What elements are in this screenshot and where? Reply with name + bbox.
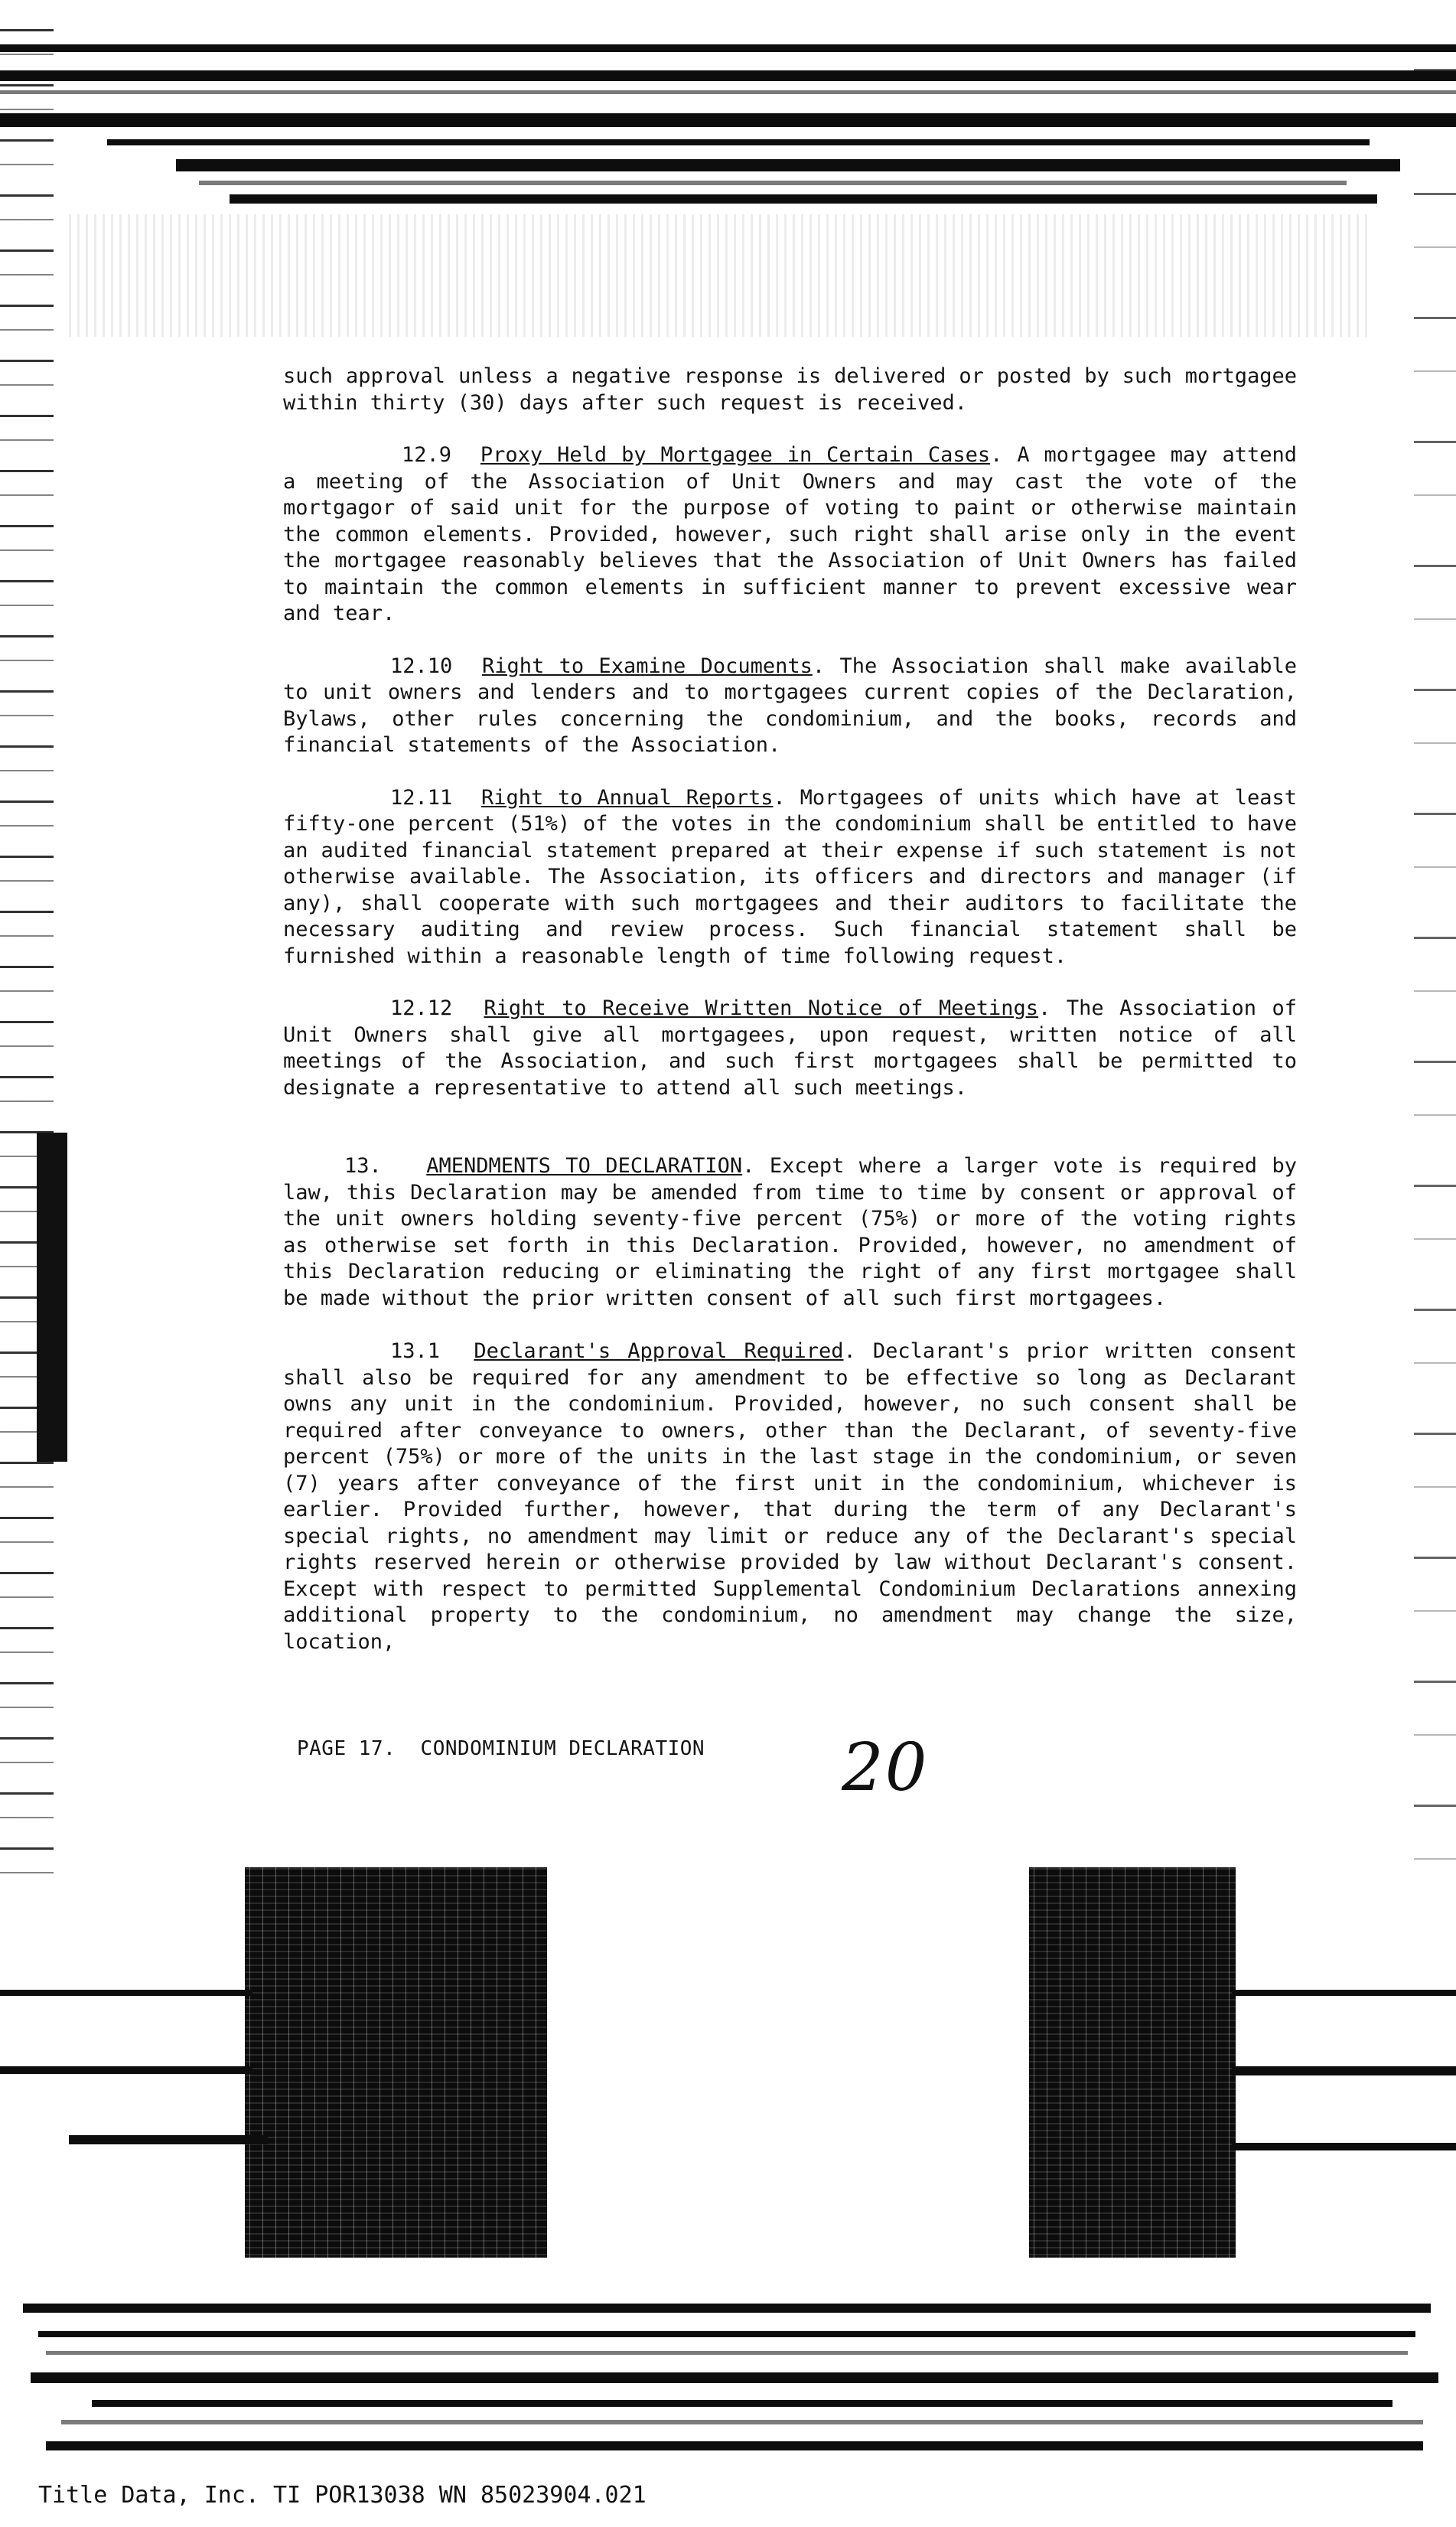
scan-band [230, 194, 1377, 204]
scan-noise-right [1029, 1867, 1236, 2258]
section-body: . The Association of Unit Owners shall give all mortgagees, upon request, written notice of all meetings of the Association, and such first mortgagees shall be permitted to designate a representative to attend all such meetings. [283, 996, 1298, 1100]
scan-band [0, 90, 1456, 94]
section-number: 12.10 [390, 654, 453, 678]
section-body: . A mortgagee may attend a meeting of the Association of Unit Owners and may cast the vote of the mortgagor of said unit for the purpose of voting to paint or otherwise maintain the common elements. Provided, however, such right shall arise only in the event the mortgagee reasonably believes that the Association of Unit Owners has failed to maintain the common elements in sufficient manner to prevent excessive wear and tear. [283, 443, 1297, 625]
scan-band [0, 44, 1456, 52]
paragraph-continuation: such approval unless a negative response is delivered or posted by such mortgagee within thirty (30) days after such request is received. [283, 364, 1297, 415]
scan-edge-left [0, 0, 54, 1883]
section-12-11 [283, 785, 1297, 970]
scan-band [0, 1990, 252, 1996]
section-12-10 [283, 654, 1297, 759]
scan-band [92, 2400, 1392, 2407]
section-heading: Proxy Held by Mortgagee in Certain Cases [480, 443, 991, 467]
section-number: 12.12 [390, 996, 453, 1020]
scan-band [199, 181, 1347, 185]
scan-band [38, 2331, 1415, 2337]
scan-band [46, 2351, 1408, 2355]
section-13-1 [283, 1338, 1297, 1655]
scan-edge-right [1414, 0, 1456, 1867]
section-number: 12.11 [390, 785, 453, 810]
section-heading: Declarant's Approval Required [474, 1339, 844, 1363]
scan-band [1232, 2143, 1456, 2150]
section-heading: AMENDMENTS TO DECLARATION [426, 1154, 743, 1178]
scan-band [176, 159, 1400, 171]
section-12-12 [283, 996, 1297, 1101]
scan-band [0, 113, 1456, 127]
handwritten-page-number: 20 [842, 1730, 929, 1806]
scan-band [31, 2372, 1438, 2383]
section-body: . The Association shall make available to unit owners and lenders and to mortgagees current copies of the Declaration, Bylaws, other rules concerning the condominium, and the books, records and financial statements of the Association. [283, 654, 1298, 757]
scan-band [46, 2441, 1423, 2450]
scan-noise-left [245, 1867, 547, 2258]
scan-band [1232, 2066, 1456, 2075]
section-number: 13.1 [390, 1339, 441, 1363]
document-title: CONDOMINIUM DECLARATION [420, 1737, 705, 1760]
section-number: 12.9 [402, 443, 452, 467]
recording-stamp: Title Data, Inc. TI POR13038 WN 85023904.021 [38, 2482, 647, 2509]
section-number: 13. [344, 1154, 382, 1178]
section-body: . Declarant's prior written consent shall also be required for any amendment to be effective so long as Declarant owns any unit in the condominium. Provided, however, no such consent shall be required after conveyance to owners, other than the Declarant, of seventy-five percent (75%) or more of the units in the last stage in the condominium, or seven (7) years after conveyance of the first unit in the condominium, whichever is earlier. Provided further, however, that during the term of any Declarant's special rights, no amendment may limit or reduce any of the Declarant's special rights reserved herein or otherwise provided by law without Declarant's consent. Except with respect to permitted Supplemental Condominium Declarations annexing additional property to the condominium, no amendment may change the size, location, [283, 1339, 1298, 1654]
section-body: . Mortgagees of units which have at least fifty-one percent (51%) of the votes in the condominium shall be entitled to have an audited financial statement prepared at their expense if such statement is not otherwise available. The Association, its officers and directors and manager (if any), shall cooperate with such mortgagees and their auditors to facilitate the necessary auditing and review process. Such financial statement shall be furnished within a reasonable length of time following request. [283, 785, 1297, 968]
scan-band [0, 70, 1456, 81]
scan-band [61, 2420, 1423, 2424]
scan-left-block [37, 1133, 67, 1462]
page-label: PAGE 17. [297, 1737, 396, 1760]
section-heading: Right to Receive Written Notice of Meetings [484, 996, 1039, 1020]
section-12-9 [283, 442, 1297, 628]
section-heading: Right to Examine Documents [481, 654, 813, 678]
document-body [283, 364, 1297, 1655]
scan-band [69, 2135, 268, 2144]
scan-band [0, 2066, 252, 2074]
scan-band [107, 139, 1370, 145]
scan-band [1232, 1990, 1456, 1996]
section-13 [283, 1153, 1297, 1312]
scan-haze [69, 214, 1370, 337]
scan-band [23, 2304, 1431, 2313]
section-body: . Except where a larger vote is required by law, this Declaration may be amended from time to time by consent or approval of the unit owners holding seventy-five percent (75%) or more of the voting rights as otherwise set forth in this Declaration. Provided, however, no amendment of this Declaration reducing or eliminating the right of any first mortgagee shall be made without the prior written consent of all such first mortgagees. [283, 1154, 1297, 1310]
section-heading: Right to Annual Reports [480, 785, 774, 810]
page-footer [297, 1737, 705, 1760]
